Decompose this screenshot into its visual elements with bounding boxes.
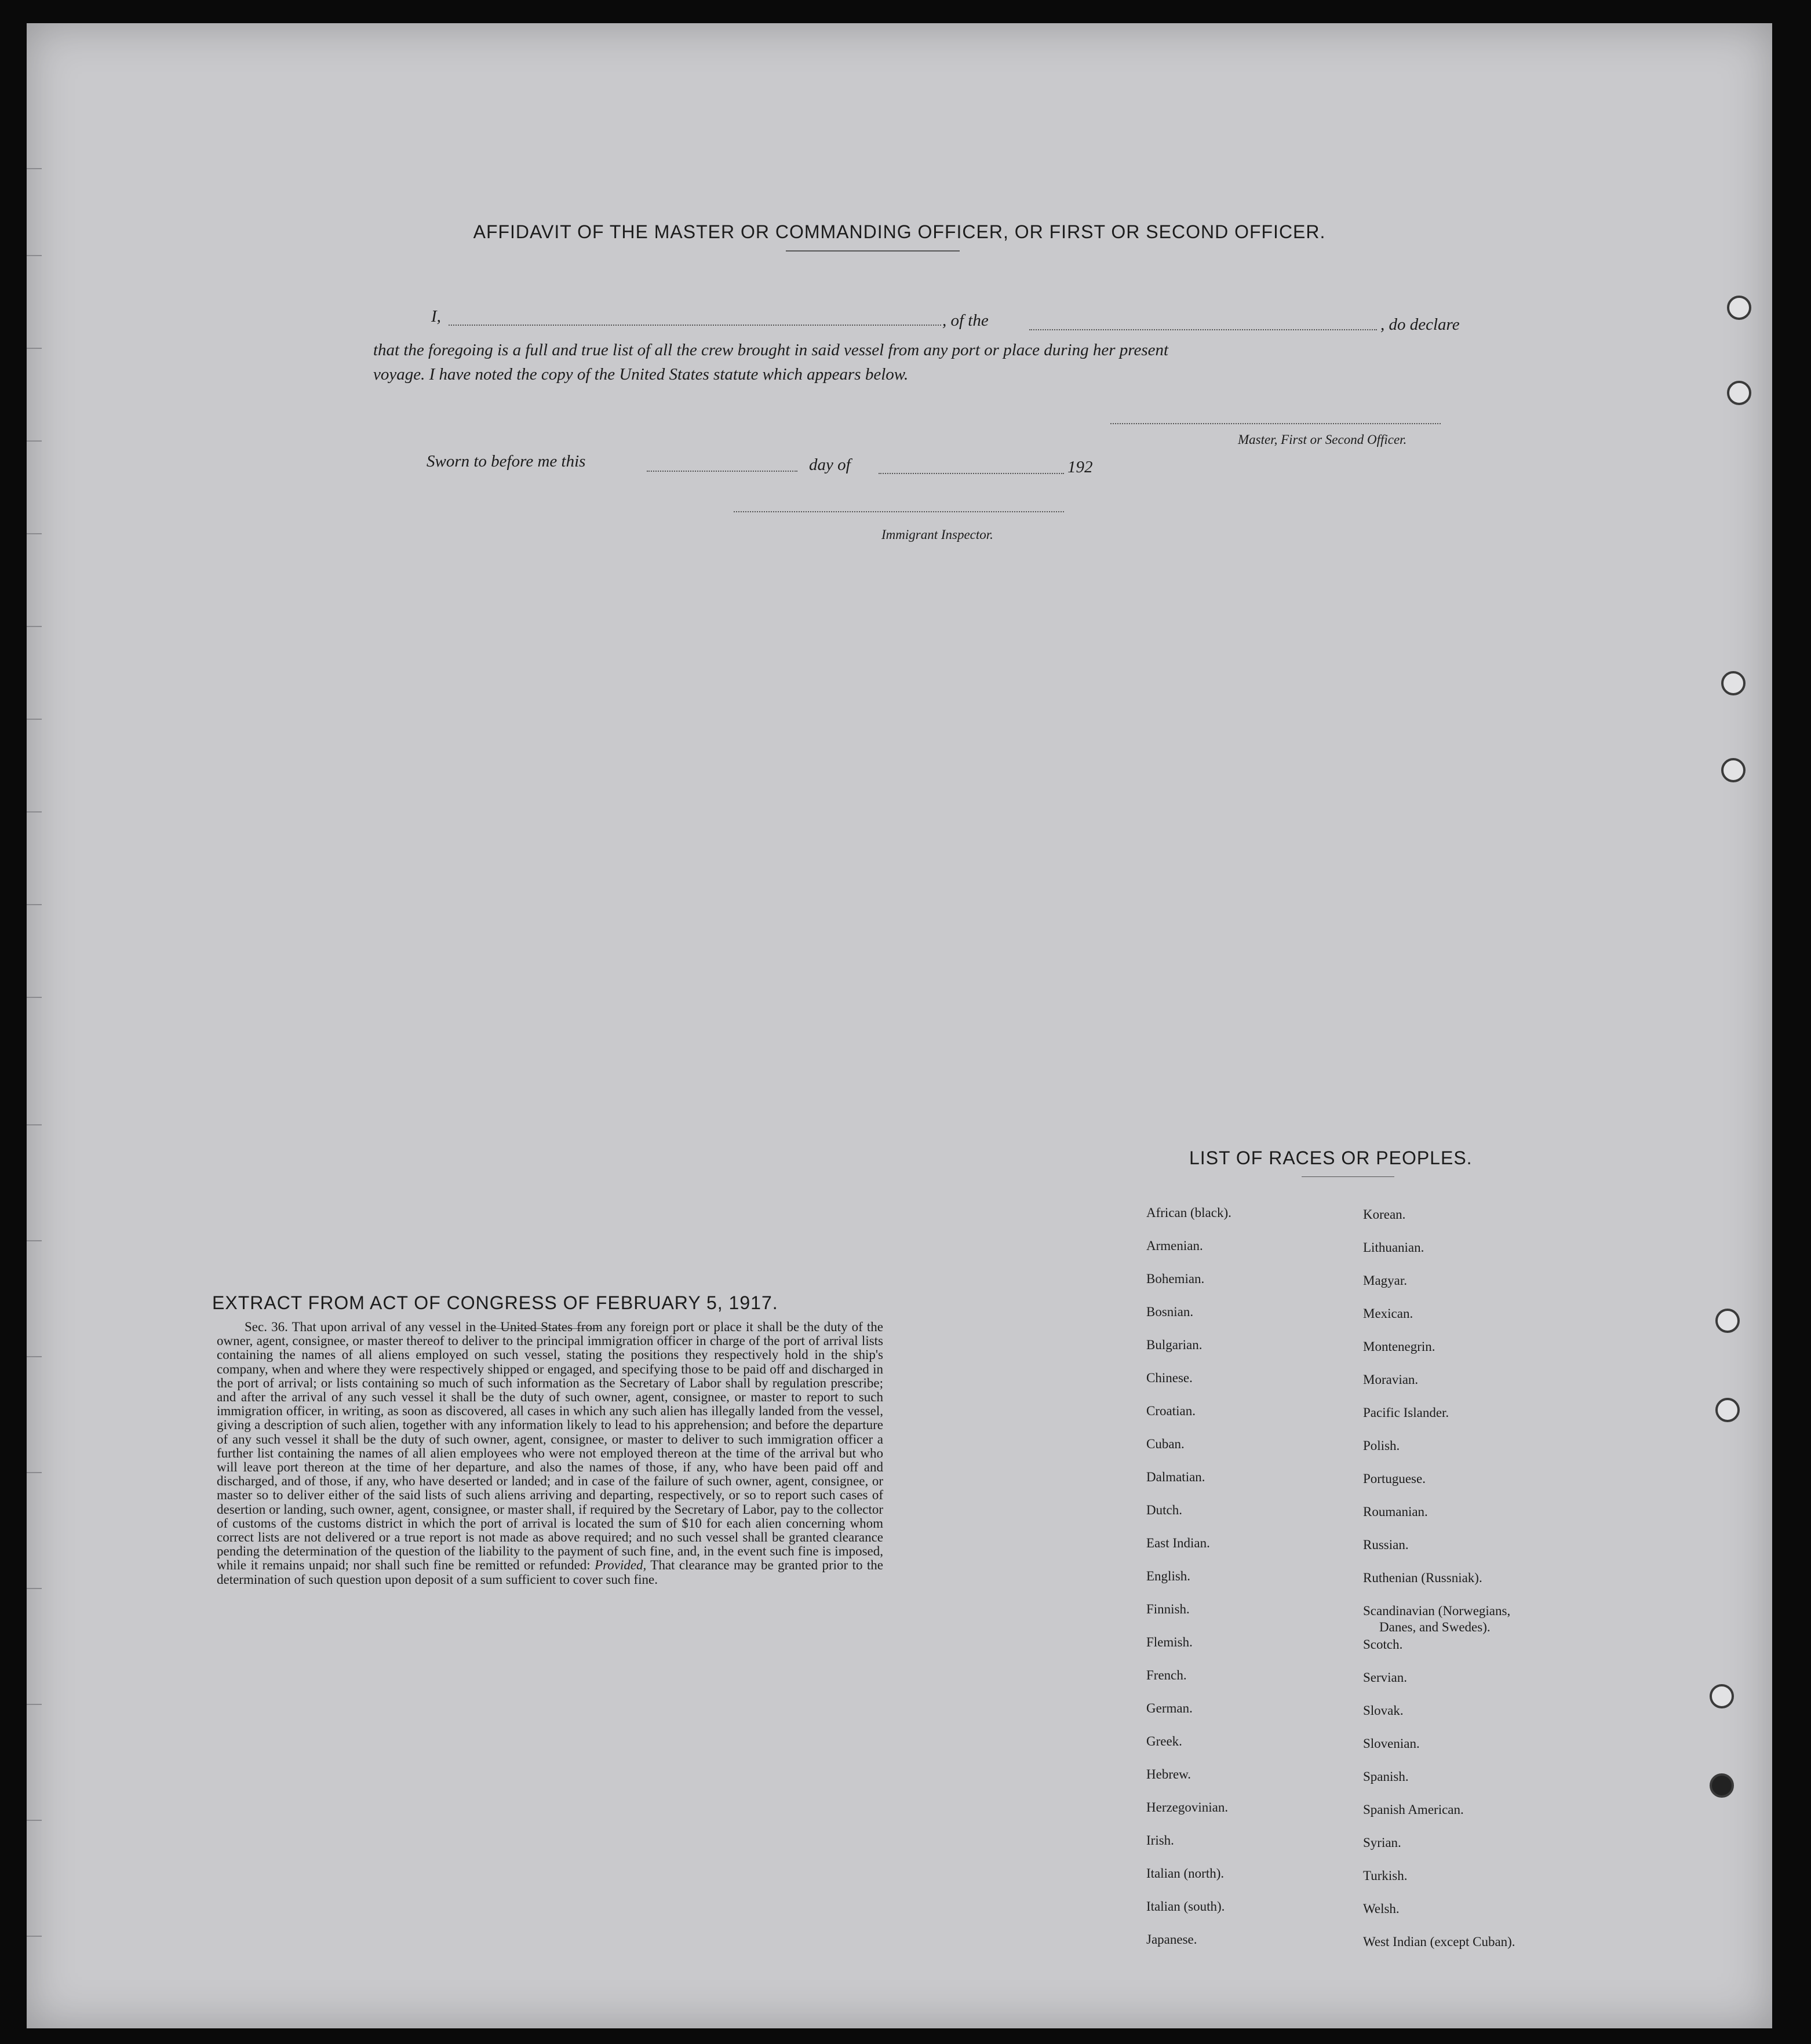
sworn-label: Sworn to before me this <box>427 452 586 471</box>
race-item: Flemish. <box>1146 1635 1193 1649</box>
document-page <box>27 23 1772 2028</box>
punch-hole <box>1710 1684 1734 1708</box>
race-item: Portuguese. <box>1363 1471 1426 1486</box>
affidavit-title: AFFIDAVIT OF THE MASTER OR COMMANDING OFFICER, OR FIRST OR SECOND OFFICER. <box>473 221 1326 242</box>
extract-tail: That clearance may be granted prior to the determination of such question upon deposit of a sum sufficient to cover such fine. <box>217 1558 883 1587</box>
race-item: Bosnian. <box>1146 1305 1194 1319</box>
race-item: Dalmatian. <box>1146 1470 1205 1484</box>
race-item: West Indian (except Cuban). <box>1363 1934 1515 1949</box>
race-item: Japanese. <box>1146 1932 1197 1947</box>
race-item: Slovak. <box>1363 1703 1404 1718</box>
extract-text <box>217 1320 883 1587</box>
race-item: Italian (north). <box>1146 1866 1225 1881</box>
sworn-day-blank[interactable] <box>647 471 797 472</box>
master-label: Master, First or Second Officer. <box>1238 432 1407 447</box>
race-item: East Indian. <box>1146 1536 1210 1550</box>
year-label: 192 <box>1067 458 1093 476</box>
race-item: Ruthenian (Russniak). <box>1363 1571 1482 1585</box>
race-item: Turkish. <box>1363 1868 1408 1883</box>
race-item: Scotch. <box>1363 1637 1403 1652</box>
affidavit-line-3: voyage. I have noted the copy of the United States statute which appears below. <box>373 365 909 384</box>
punch-hole <box>1715 1398 1740 1422</box>
race-item: Welsh. <box>1363 1901 1400 1916</box>
sworn-month-blank[interactable] <box>879 473 1064 474</box>
punch-hole <box>1727 296 1751 320</box>
punch-hole <box>1710 1773 1734 1798</box>
races-title: LIST OF RACES OR PEOPLES. <box>1189 1147 1473 1168</box>
of-the-label: , of the <box>942 311 989 330</box>
day-of-label: day of <box>809 456 851 474</box>
race-item: Servian. <box>1363 1670 1408 1685</box>
race-item: Herzegovinian. <box>1146 1800 1229 1815</box>
master-signature-line[interactable] <box>1110 423 1441 424</box>
provided-word: Provided, <box>595 1558 647 1573</box>
extract-title: EXTRACT FROM ACT OF CONGRESS OF FEBRUARY 5, 1917. <box>212 1292 778 1313</box>
race-item: Armenian. <box>1146 1238 1203 1253</box>
race-item: Greek. <box>1146 1734 1182 1748</box>
punch-hole <box>1721 671 1746 695</box>
race-item: Roumanian. <box>1363 1504 1428 1519</box>
race-item: Spanish. <box>1363 1769 1409 1784</box>
race-item: African (black). <box>1146 1205 1231 1220</box>
race-item: Bohemian. <box>1146 1271 1205 1286</box>
affidavit-line-2: that the foregoing is a full and true list of all the crew brought in said vessel from any port or place during her present <box>373 341 1169 359</box>
race-item: Dutch. <box>1146 1503 1182 1517</box>
race-item: Scandinavian (Norwegians, <box>1363 1604 1511 1618</box>
race-item: German. <box>1146 1701 1193 1715</box>
race-item: Mexican. <box>1363 1306 1413 1321</box>
race-item: Bulgarian. <box>1146 1338 1203 1352</box>
race-item: Lithuanian. <box>1363 1240 1424 1255</box>
section-number: Sec. 36. <box>245 1320 288 1334</box>
punch-hole <box>1721 758 1746 782</box>
extract-body: That upon arrival of any vessel in the United States from any foreign port or place it shall be the duty of the owner, agent, consignee, or master thereof to deliver to the principal immigration officer in charge of the port of arrival lists containing the names of all aliens employed on such vessel, stating the positions they respectively hold in the ship's company, when and where they were respectively shipped or engaged, and specifying those to be paid off and discharged in the port of arrival; or lists containing so much of such information as the Secretary of Labor shall by regulation prescribe; and after the arrival of any such vessel it shall be the duty of such owner, agent, consignee, or master to report to such immigration officer, in writing, as soon as discovered, all cases in which any such alien has illegally landed from the vessel, giving a description of such alien, together with any information likely to lead to his apprehension; and before the departure of any such vessel it shall be the duty of such owner, agent, consignee, or master to deliver to such immigration officer a further list containing the names of all alien employees who were not employed thereon at the time of the arrival but who will leave port thereon at the time of her departure, and also the names of those, if any, who have been paid off and discharged, and of those, if any, who have deserted or landed; and in case of the failure of such owner, agent, consignee, or master so to deliver either of the said lists of such aliens arriving and departing, respectively, or so to report such cases of desertion or landing, such owner, agent, consignee, or master shall, if required by the Secretary of Labor, pay to the collector of customs of the customs district in which the port of arrival is located the sum of $10 for each alien concerning whom correct lists are not delivered or a true report is not made as above required; and no such vessel shall be granted clearance pending the determination of the question of the liability to the payment of such fine, and, in the event such fine is imposed, while it remains unpaid; nor shall such fine be remitted or refunded: <box>217 1320 883 1573</box>
punch-hole <box>1715 1309 1740 1333</box>
punch-hole <box>1727 381 1751 405</box>
race-item: Polish. <box>1363 1438 1400 1453</box>
race-item: Danes, and Swedes). <box>1379 1620 1491 1634</box>
name-blank[interactable] <box>449 325 941 326</box>
race-item: Chinese. <box>1146 1371 1193 1385</box>
race-item: French. <box>1146 1668 1187 1682</box>
race-item: Syrian. <box>1363 1835 1401 1850</box>
race-item: Montenegrin. <box>1363 1339 1435 1354</box>
do-declare-label: , do declare <box>1380 315 1460 334</box>
race-item: Italian (south). <box>1146 1899 1225 1914</box>
race-item: Magyar. <box>1363 1273 1408 1288</box>
race-item: Slovenian. <box>1363 1736 1420 1751</box>
inspector-signature-line[interactable] <box>734 511 1064 512</box>
inspector-label: Immigrant Inspector. <box>881 527 993 542</box>
race-item: Finnish. <box>1146 1602 1190 1616</box>
race-item: Cuban. <box>1146 1437 1185 1451</box>
race-item: Korean. <box>1363 1207 1406 1222</box>
vessel-blank[interactable] <box>1029 329 1377 330</box>
race-item: Hebrew. <box>1146 1767 1191 1781</box>
affidavit-i: I, <box>431 307 441 326</box>
race-item: Spanish American. <box>1363 1802 1464 1817</box>
race-item: English. <box>1146 1569 1191 1583</box>
race-item: Pacific Islander. <box>1363 1405 1449 1420</box>
race-item: Moravian. <box>1363 1372 1419 1387</box>
race-item: Croatian. <box>1146 1404 1196 1418</box>
race-item: Russian. <box>1363 1537 1409 1552</box>
race-item: Irish. <box>1146 1833 1174 1848</box>
